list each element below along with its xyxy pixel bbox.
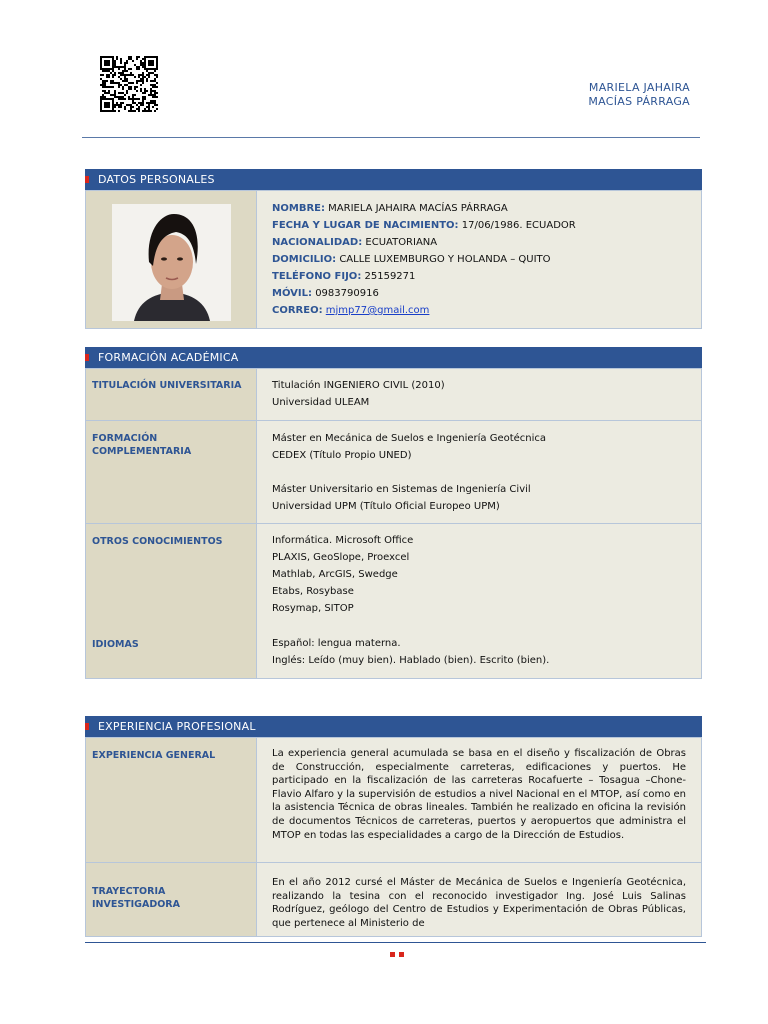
- personal-row-value: 25159271: [361, 271, 416, 282]
- header-name: [588, 81, 690, 109]
- section-title: DATOS PERSONALES: [98, 173, 215, 186]
- idiomas-line: Inglés: Leído (muy bien). Hablado (bien). Escrito (bien).: [272, 655, 550, 666]
- personal-row-value: 0983790916: [312, 288, 379, 299]
- header-name-line1: MARIELA JAHAIRA: [588, 81, 690, 94]
- section-bar-formacion: [85, 347, 702, 368]
- personal-row-email: [272, 302, 429, 319]
- footer-marker: [390, 952, 395, 957]
- complementaria-line: CEDEX (Título Propio UNED): [272, 450, 412, 461]
- datos-block: [85, 190, 702, 329]
- header-divider: [82, 137, 700, 138]
- personal-row: [272, 251, 551, 268]
- photo-column: [86, 191, 257, 328]
- experiencia-general-text: La experiencia general acumulada se basa en el diseño y fiscalización de Obras de Construcción, especialmente carreteras, edificaciones y puertos. He participado en la fiscalización de las carreteras Rocafuerte – Tosagua –Chone- Flavio Alfaro y la supervisión de estudios a nivel Nacional en el MTOP, así como en la asistencia Técnica de obras lineales. También he realizado en oficina la revisión de documentos Técnicos de carreteras, puertos y aeropuertos que administra el MTOP en todas las especialidades a cargo de la Dirección de Estudios.: [272, 748, 686, 841]
- section-marker: [85, 176, 89, 183]
- otros-line: Etabs, Rosybase: [272, 586, 354, 597]
- titulacion-line: Universidad ULEAM: [272, 397, 370, 408]
- complementaria-text-b: [272, 481, 531, 515]
- otros-line: Mathlab, ArcGIS, Swedge: [272, 569, 398, 580]
- personal-row-key: NOMBRE:: [272, 203, 325, 214]
- personal-row-value: ECUATORIANA: [362, 237, 438, 248]
- idiomas-line: Español: lengua materna.: [272, 638, 401, 649]
- personal-row: [272, 200, 508, 217]
- header-name-line2: MACÍAS PÁRRAGA: [588, 95, 690, 108]
- personal-row-key: FECHA Y LUGAR DE NACIMIENTO:: [272, 220, 459, 231]
- label-trayectoria: [92, 885, 180, 911]
- titulacion-text: [272, 377, 445, 411]
- personal-row: [272, 234, 437, 251]
- label-titulacion: TITULACIÓN UNIVERSITARIA: [92, 380, 242, 391]
- row-divider: [86, 420, 701, 421]
- personal-row-key: NACIONALIDAD:: [272, 237, 363, 248]
- complementaria-line: Máster Universitario en Sistemas de Ingeniería Civil: [272, 484, 531, 495]
- personal-row-key: DOMICILIO:: [272, 254, 337, 265]
- label-line: TRAYECTORIA: [92, 886, 166, 897]
- formacion-block: [85, 368, 702, 679]
- label-otros: OTROS CONOCIMIENTOS: [92, 536, 223, 547]
- personal-row-value: 17/06/1986. ECUADOR: [458, 220, 576, 231]
- personal-row-key: TELÉFONO FIJO:: [272, 271, 362, 282]
- section-bar-datos: [85, 169, 702, 190]
- label-line: INVESTIGADORA: [92, 899, 180, 910]
- trayectoria-text: En el año 2012 cursé el Máster de Mecánica de Suelos e Ingeniería Geotécnica, realizando la tesina con el reconocido investigador Ing. José Luis Salinas Rodríguez, geólogo del Centro de Estudios y Experimentación de Obras Públicas, que pertenece al Ministerio de: [272, 877, 686, 929]
- footer-divider: [85, 942, 706, 943]
- personal-row-key: MÓVIL:: [272, 288, 313, 299]
- label-complementaria: [92, 432, 191, 458]
- otros-text: [272, 532, 413, 617]
- label-line: FORMACIÓN: [92, 433, 158, 444]
- complementaria-text-a: [272, 430, 546, 464]
- complementaria-line: Universidad UPM (Título Oficial Europeo UPM): [272, 501, 500, 512]
- personal-row-key: CORREO:: [272, 305, 323, 316]
- qr-code: [100, 56, 158, 112]
- footer-marker: [399, 952, 404, 957]
- email-link[interactable]: mjmp77@gmail.com: [325, 305, 430, 316]
- personal-row: [272, 268, 415, 285]
- section-marker: [85, 354, 89, 361]
- section-title: FORMACIÓN ACADÉMICA: [98, 351, 239, 364]
- profile-photo: [112, 204, 231, 321]
- otros-line: Informática. Microsoft Office: [272, 535, 414, 546]
- personal-row-value: CALLE LUXEMBURGO Y HOLANDA – QUITO: [336, 254, 551, 265]
- section-bar-experiencia: [85, 716, 702, 737]
- section-title: EXPERIENCIA PROFESIONAL: [98, 720, 256, 733]
- titulacion-line: Titulación INGENIERO CIVIL (2010): [272, 380, 445, 391]
- personal-row: [272, 217, 576, 234]
- label-experiencia-general: EXPERIENCIA GENERAL: [92, 750, 216, 761]
- row-divider: [86, 862, 701, 863]
- personal-row: [272, 285, 379, 302]
- otros-line: PLAXIS, GeoSlope, Proexcel: [272, 552, 410, 563]
- complementaria-line: Máster en Mecánica de Suelos e Ingeniería Geotécnica: [272, 433, 547, 444]
- row-divider: [86, 523, 701, 524]
- label-idiomas: IDIOMAS: [92, 639, 139, 650]
- experiencia-block: [85, 737, 702, 937]
- otros-line: Rosymap, SITOP: [272, 603, 354, 614]
- personal-row-value: MARIELA JAHAIRA MACÍAS PÁRRAGA: [324, 203, 508, 214]
- section-marker: [85, 723, 89, 730]
- idiomas-text: [272, 635, 549, 669]
- label-line: COMPLEMENTARIA: [92, 446, 192, 457]
